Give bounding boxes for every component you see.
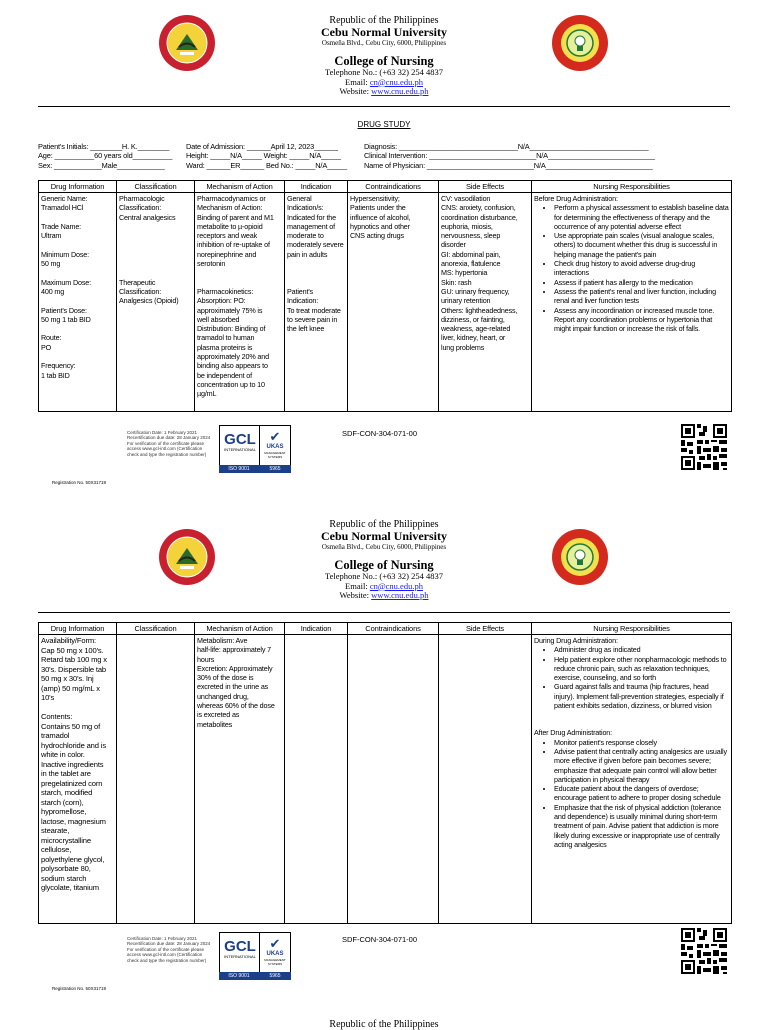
- th-indication-2: Indication: [285, 623, 348, 635]
- text-line: dizziness, or fainting,: [441, 314, 505, 324]
- text-line: Patients under the: [350, 203, 406, 213]
- text-line: Retard tab 100 mg x: [41, 655, 107, 664]
- document-code-2: SDF-CON-304-071-00: [342, 935, 418, 944]
- text-line: coordination disturbance,: [441, 212, 518, 222]
- text-line: Certification Date: 1 February 2021: [127, 936, 198, 941]
- text-line: nervousness, sleep: [441, 231, 501, 241]
- text-line: metabolite to µ-opioid: [197, 221, 263, 231]
- nursing-during-list: [534, 645, 729, 710]
- certification-info-2: [127, 936, 213, 963]
- website-label-2: Website:: [339, 590, 372, 600]
- gcl-sub-text-2: INTERNATIONAL: [224, 954, 256, 959]
- text-line: [41, 213, 114, 222]
- nursing-item: • Check drug history to avoid adverse drug-drug interactions: [554, 259, 729, 278]
- text-line: Contents:: [41, 712, 73, 721]
- text-line: Distribution: Binding of: [197, 324, 266, 334]
- text-line: For verification of the certificate please: [127, 440, 205, 446]
- republic-text: Republic of the Philippines: [329, 15, 439, 26]
- text-line: to severe pain in: [287, 314, 338, 324]
- text-line: (amp) 50 mg/mL x: [41, 683, 100, 693]
- drug-study-title: DRUG STUDY: [357, 120, 411, 129]
- telephone-text-2: Telephone No.: (+63 32) 254 4837: [325, 571, 443, 581]
- text-line: Excretion: Approximately: [197, 663, 273, 673]
- crown-check-icon-2: ✔: [269, 936, 281, 951]
- text-line: Indicated for the: [287, 212, 336, 222]
- text-line: [287, 268, 345, 277]
- cell-mechanism: [195, 193, 285, 412]
- gcl-text-2: GCL: [224, 938, 256, 955]
- cell-nursing-2: [532, 635, 732, 924]
- text-line: be independent of: [197, 370, 253, 380]
- text-line: Recertification due date: 28 January 2024: [127, 435, 211, 441]
- text-line: unchanged drug,: [197, 691, 249, 701]
- th-mechanism-2: Mechanism of Action: [195, 623, 285, 635]
- text-line: liver, kidney, heart, or: [441, 333, 506, 343]
- text-line: CNS acting drugs: [350, 231, 404, 241]
- cell-contraindications-2: [348, 635, 439, 924]
- text-line: tramadol to human: [197, 333, 255, 343]
- header-divider-2: [38, 612, 730, 613]
- text-line: [197, 278, 282, 287]
- text-line: Ultram: [41, 231, 62, 241]
- text-line: [119, 268, 192, 277]
- th-contraindications: Contraindications: [348, 181, 439, 193]
- website-link-2[interactable]: www.cnu.edu.ph: [371, 590, 429, 600]
- th-classification: Classification: [117, 181, 195, 193]
- cell-classification-2: [117, 635, 195, 924]
- text-line: receptors and weak: [197, 231, 258, 241]
- text-line: [41, 296, 114, 305]
- patient-initials: Patient's Initials: ________H. K.________: [38, 142, 170, 151]
- text-line: [41, 703, 114, 713]
- registration-number: Registration No. 50X31719: [52, 480, 107, 485]
- text-line: is excreted as: [197, 710, 240, 720]
- text-line: [119, 259, 192, 268]
- text-line: PO: [41, 342, 52, 352]
- text-line: pregelatinized corn: [41, 778, 103, 788]
- drug-study-table-page-2: [38, 622, 732, 924]
- nursing-during-title: During Drug Administration:: [534, 636, 618, 645]
- th-mechanism: Mechanism of Action: [195, 181, 285, 193]
- text-line: in the tablet are: [41, 769, 91, 778]
- cell-nursing: [532, 193, 732, 412]
- nursing-item: • Assess any incoordination or increased muscle tone. Report any coordination problems or hypertonia that might impair function or increase the risk of falls.: [554, 306, 729, 334]
- text-line: Absorption: PO:: [197, 296, 246, 306]
- text-line: microcrystalline: [41, 835, 91, 845]
- text-line: white in color.: [41, 750, 85, 759]
- text-line: the left knee: [287, 324, 325, 334]
- nursing-item: • Emphasize that the risk of physical addiction (tolerance and dependence) is usually minimal during short-term treatment of pain. Advise patient that addiction is more likely during excessive or inappropriate use of centrally acting analgesics: [554, 803, 729, 849]
- text-line: whereas 60% of the dose: [197, 701, 275, 711]
- cell-contraindications: [348, 193, 439, 412]
- ukas-number-2: 5965: [259, 972, 291, 980]
- text-line: glycolate, titanium: [41, 883, 99, 892]
- text-line: access www.gcl-intl.com (Certification: [127, 952, 203, 958]
- text-line: [119, 240, 192, 249]
- college-of-nursing-logo: [551, 14, 609, 72]
- text-line: sodium starch: [41, 873, 87, 883]
- page-3-republic-text: Republic of the Philippines: [329, 1019, 439, 1030]
- th-nursing-2: Nursing Responsibilities: [532, 623, 732, 635]
- text-line: Pharmacodynamics or: [197, 194, 266, 203]
- ukas-number: 5965: [259, 465, 291, 473]
- text-line: 30% of the dose is: [197, 673, 254, 683]
- ukas-text-2: UKAS: [266, 951, 284, 957]
- text-line: To treat moderate: [287, 305, 341, 315]
- cell-drug-information-2: [39, 635, 117, 924]
- email-label: Email:: [345, 76, 370, 87]
- text-line: Cap 50 mg x 100's.: [41, 645, 104, 655]
- nursing-item: • Perform a physical assessment to establish baseline data for determining the effectiveness of therapy and the occurrence of any potential adverse effect: [554, 203, 729, 231]
- clinical-intervention: Clinical Intervention: ___________________________N/A___________________________: [364, 151, 655, 161]
- text-line: 50 mg 1 tab BID: [41, 314, 91, 324]
- text-line: Mechanism of Action:: [197, 203, 263, 213]
- college-of-nursing-logo-2: [551, 528, 609, 586]
- iso-badge-2: ISO 9001: [219, 972, 259, 980]
- university-name-2: Cebu Normal University: [321, 529, 447, 543]
- text-line: check and type the registration number): [127, 451, 207, 457]
- ukas-logo-2: [259, 932, 291, 974]
- republic-text-2: Republic of the Philippines: [329, 519, 439, 530]
- text-line: Metabolism: Ave: [197, 636, 248, 645]
- text-line: Patient's: [287, 286, 313, 296]
- text-line: disorder: [441, 240, 466, 250]
- nursing-before-list: [534, 203, 729, 333]
- text-line: pain in adults: [287, 249, 328, 259]
- text-line: 10's: [41, 693, 55, 702]
- ukas-text: UKAS: [266, 444, 284, 450]
- text-line: Contains 50 mg of: [41, 721, 101, 731]
- nursing-before-title: Before Drug Administration:: [534, 194, 618, 203]
- text-line: concentration up to 10: [197, 379, 265, 389]
- cell-classification: [117, 193, 195, 412]
- nursing-item: • Assess the patient's renal and liver function, including renal and liver function tests: [554, 287, 729, 306]
- text-line: Hypersensitivity;: [350, 194, 400, 203]
- text-line: approximately 20% and: [197, 352, 269, 362]
- diagnosis: Diagnosis: ______________________________N/A______________________________: [364, 142, 649, 151]
- text-line: For verification of the certificate please: [127, 946, 205, 952]
- text-line: well absorbed: [197, 314, 240, 324]
- text-line: [287, 278, 345, 287]
- text-line: [41, 268, 114, 277]
- th-side-effects: Side Effects: [439, 181, 532, 193]
- text-line: Pharmacologic: [119, 194, 165, 203]
- university-seal-logo: [158, 14, 216, 72]
- website-line: [234, 87, 534, 97]
- text-line: 30's. Dispersible tab: [41, 664, 106, 674]
- drug-study-table-page-1: [38, 180, 732, 412]
- th-drug-information: Drug Information: [39, 181, 117, 193]
- nursing-item: • Guard against falls and trauma (hip fractures, head injury). Implement fall-prevention strategies, especially if patient exhibits sedation, dizziness, or blurred vision: [554, 682, 729, 710]
- text-line: MS: hypertonia: [441, 268, 488, 278]
- text-line: Pharmacokinetics:: [197, 286, 254, 296]
- nursing-item: • Monitor patient's response closely: [554, 738, 729, 747]
- text-line: Availability/Form:: [41, 636, 96, 645]
- physician-name: Name of Physician: ___________________________N/A___________________________: [364, 160, 653, 170]
- text-line: Recertification due date: 28 January 2024: [127, 941, 211, 947]
- text-line: weakness, age-related: [441, 324, 511, 334]
- ukas-logo: [259, 425, 291, 467]
- text-line: Route:: [41, 333, 62, 343]
- text-line: Analgesics (Opioid): [119, 296, 179, 306]
- text-line: 400 mg: [41, 286, 65, 296]
- patient-sex: Sex: ____________Male____________: [38, 160, 165, 170]
- text-line: hypromellose,: [41, 807, 87, 816]
- text-line: Patient's Dose:: [41, 305, 87, 315]
- text-line: GI: abdominal pain,: [441, 249, 501, 259]
- text-line: half-life: approximately 7: [197, 645, 272, 655]
- cell-indication-2: [285, 635, 348, 924]
- text-line: excreted in the urine as: [197, 682, 269, 692]
- text-line: [119, 222, 192, 231]
- text-line: Inactive ingredients: [41, 759, 104, 769]
- ukas-sub-text-2: MANAGEMENT SYSTEMS: [264, 958, 286, 966]
- text-line: GU: urinary frequency,: [441, 286, 510, 296]
- text-line: Classification:: [119, 286, 162, 296]
- cell-side-effects: [439, 193, 532, 412]
- text-line: 1 tab BID: [41, 370, 70, 380]
- text-line: approximately 75% is: [197, 305, 263, 315]
- th-nursing: Nursing Responsibilities: [532, 181, 732, 193]
- text-line: 50 mg: [41, 259, 61, 269]
- text-line: cellulose,: [41, 845, 72, 854]
- text-line: Others: lightheadedness,: [441, 305, 518, 315]
- nursing-item: • Educate patient about the dangers of overdose; encourage patient to adhere to proper dosing schedule: [554, 784, 729, 803]
- admission-date: Date of Admission: ______April 12, 2023______: [186, 142, 338, 151]
- text-line: moderate to: [287, 231, 324, 241]
- th-contraindications-2: Contraindications: [348, 623, 439, 635]
- website-link[interactable]: www.cnu.edu.ph: [371, 86, 429, 96]
- qr-code-2[interactable]: [681, 928, 727, 974]
- university-name: Cebu Normal University: [321, 25, 447, 39]
- text-line: influence of alcohol,: [350, 212, 411, 222]
- text-line: General: [287, 194, 312, 203]
- email-link-2[interactable]: cn@cnu.edu.ph: [369, 580, 423, 591]
- nursing-after-list: [534, 738, 729, 850]
- text-line: polyethylene glycol,: [41, 854, 105, 864]
- cell-mechanism-2: [195, 635, 285, 924]
- text-line: starch, modified: [41, 788, 93, 797]
- university-address-2: Osmeña Blvd., Cebu City, 6000, Philippines: [321, 543, 447, 551]
- text-line: Tramadol HCl: [41, 203, 84, 213]
- text-line: Binding of parent and M1: [197, 212, 274, 222]
- text-line: hypnotics and other: [350, 221, 410, 231]
- text-line: [287, 259, 345, 268]
- email-link[interactable]: cn@cnu.edu.ph: [369, 76, 423, 87]
- text-line: [41, 324, 114, 333]
- text-line: tramadol: [41, 731, 70, 740]
- gcl-sub-text: INTERNATIONAL: [224, 447, 256, 452]
- nursing-item: • Use appropriate pain scales (visual analogue scales, others) to document whether this drug is successful in helping manage the patient's pain: [554, 231, 729, 259]
- college-name: College of Nursing: [334, 54, 434, 68]
- text-line: CV: vasodilation: [441, 194, 491, 203]
- text-line: µg/mL: [197, 389, 217, 399]
- text-line: stearate,: [41, 826, 70, 835]
- telephone-text: Telephone No.: (+63 32) 254 4837: [325, 67, 443, 77]
- text-line: Certification Date: 1 February 2021: [127, 430, 198, 435]
- text-line: euphoria, miosis,: [441, 221, 493, 231]
- cell-indication: [285, 193, 348, 412]
- text-line: check and type the registration number): [127, 957, 207, 963]
- height-weight: Height: _____N/A_____ Weight: _____N/A_____: [186, 151, 341, 161]
- cell-drug-information: [39, 193, 117, 412]
- text-line: lung problems: [441, 342, 485, 352]
- header-divider: [38, 106, 730, 107]
- certification-info: [127, 430, 213, 457]
- crown-check-icon: ✔: [269, 429, 281, 444]
- text-line: Central analgesics: [119, 212, 176, 222]
- university-address: Osmeña Blvd., Cebu City, 6000, Philippines: [321, 39, 447, 47]
- text-line: hours: [197, 654, 215, 664]
- text-line: norepinephrine and: [197, 249, 257, 259]
- text-line: [41, 352, 114, 361]
- nursing-item: • Advise patient that centrally acting analgesics are usually more effective if given before pain becomes severe; emphasize that adequate pain control will allow better participation in physical therapy: [554, 747, 729, 784]
- text-line: Frequency:: [41, 361, 76, 371]
- text-line: [41, 240, 114, 249]
- text-line: hydrochloride and is: [41, 740, 106, 750]
- ward-bed: Ward: ______ER______ Bed No.: _____N/A_____: [186, 160, 347, 170]
- iso-badge: ISO 9001: [219, 465, 259, 473]
- website-line-2: [234, 591, 534, 601]
- text-line: Minimum Dose:: [41, 249, 89, 259]
- text-line: Generic Name:: [41, 194, 88, 203]
- website-label: Website:: [339, 86, 372, 96]
- text-line: 50 mg x 30's. Inj: [41, 674, 94, 683]
- patient-age: Age: __________60 years old__________: [38, 151, 173, 161]
- text-line: urinary retention: [441, 296, 491, 306]
- qr-code[interactable]: [681, 424, 727, 470]
- text-line: CNS: anxiety, confusion,: [441, 203, 516, 213]
- text-line: starch (corn),: [41, 797, 84, 807]
- text-line: Indication/s:: [287, 203, 324, 213]
- text-line: serotonin: [197, 259, 226, 269]
- nursing-after-title: After Drug Administration:: [534, 728, 612, 738]
- th-classification-2: Classification: [117, 623, 195, 635]
- college-name-2: College of Nursing: [334, 558, 434, 572]
- gcl-logo: [219, 425, 261, 467]
- text-line: [119, 250, 192, 259]
- document-code: SDF-CON-304-071-00: [342, 429, 418, 438]
- nursing-item: • Help patient explore other nonpharmacologic methods to reduce chronic pain, such as relaxation techniques, exercise, counseling, and so forth: [554, 655, 729, 683]
- ukas-sub-text: MANAGEMENT SYSTEMS: [264, 451, 286, 459]
- text-line: Therapeutic: [119, 277, 156, 287]
- text-line: polysorbate 80,: [41, 864, 91, 873]
- text-line: binding also appears to: [197, 361, 268, 371]
- text-line: Skin: rash: [441, 277, 472, 287]
- text-line: management of: [287, 221, 335, 231]
- nursing-item: • Administer drug as indicated: [554, 645, 729, 654]
- text-line: lactose, magnesium: [41, 816, 106, 826]
- text-line: Classification:: [119, 203, 162, 213]
- university-seal-logo-2: [158, 528, 216, 586]
- gcl-text: GCL: [224, 431, 256, 448]
- text-line: [119, 231, 192, 240]
- text-line: access www.gcl-intl.com (Certification: [127, 446, 203, 452]
- th-indication: Indication: [285, 181, 348, 193]
- registration-number-2: Registration No. 50X31719: [52, 986, 107, 991]
- email-label-2: Email:: [345, 580, 370, 591]
- text-line: Indication:: [287, 296, 319, 306]
- th-drug-information-2: Drug Information: [39, 623, 117, 635]
- cell-side-effects-2: [439, 635, 532, 924]
- text-line: moderately severe: [287, 240, 344, 250]
- text-line: anorexia, flatulence: [441, 259, 501, 269]
- text-line: Maximum Dose:: [41, 277, 91, 287]
- text-line: Trade Name:: [41, 221, 82, 231]
- text-line: [197, 268, 282, 277]
- text-line: metabolites: [197, 719, 233, 729]
- text-line: plasma proteins is: [197, 342, 253, 352]
- nursing-item: • Assess if patient has allergy to the medication: [554, 278, 729, 287]
- gcl-logo-2: [219, 932, 261, 974]
- text-line: inhibition of re-uptake of: [197, 240, 270, 250]
- th-side-effects-2: Side Effects: [439, 623, 532, 635]
